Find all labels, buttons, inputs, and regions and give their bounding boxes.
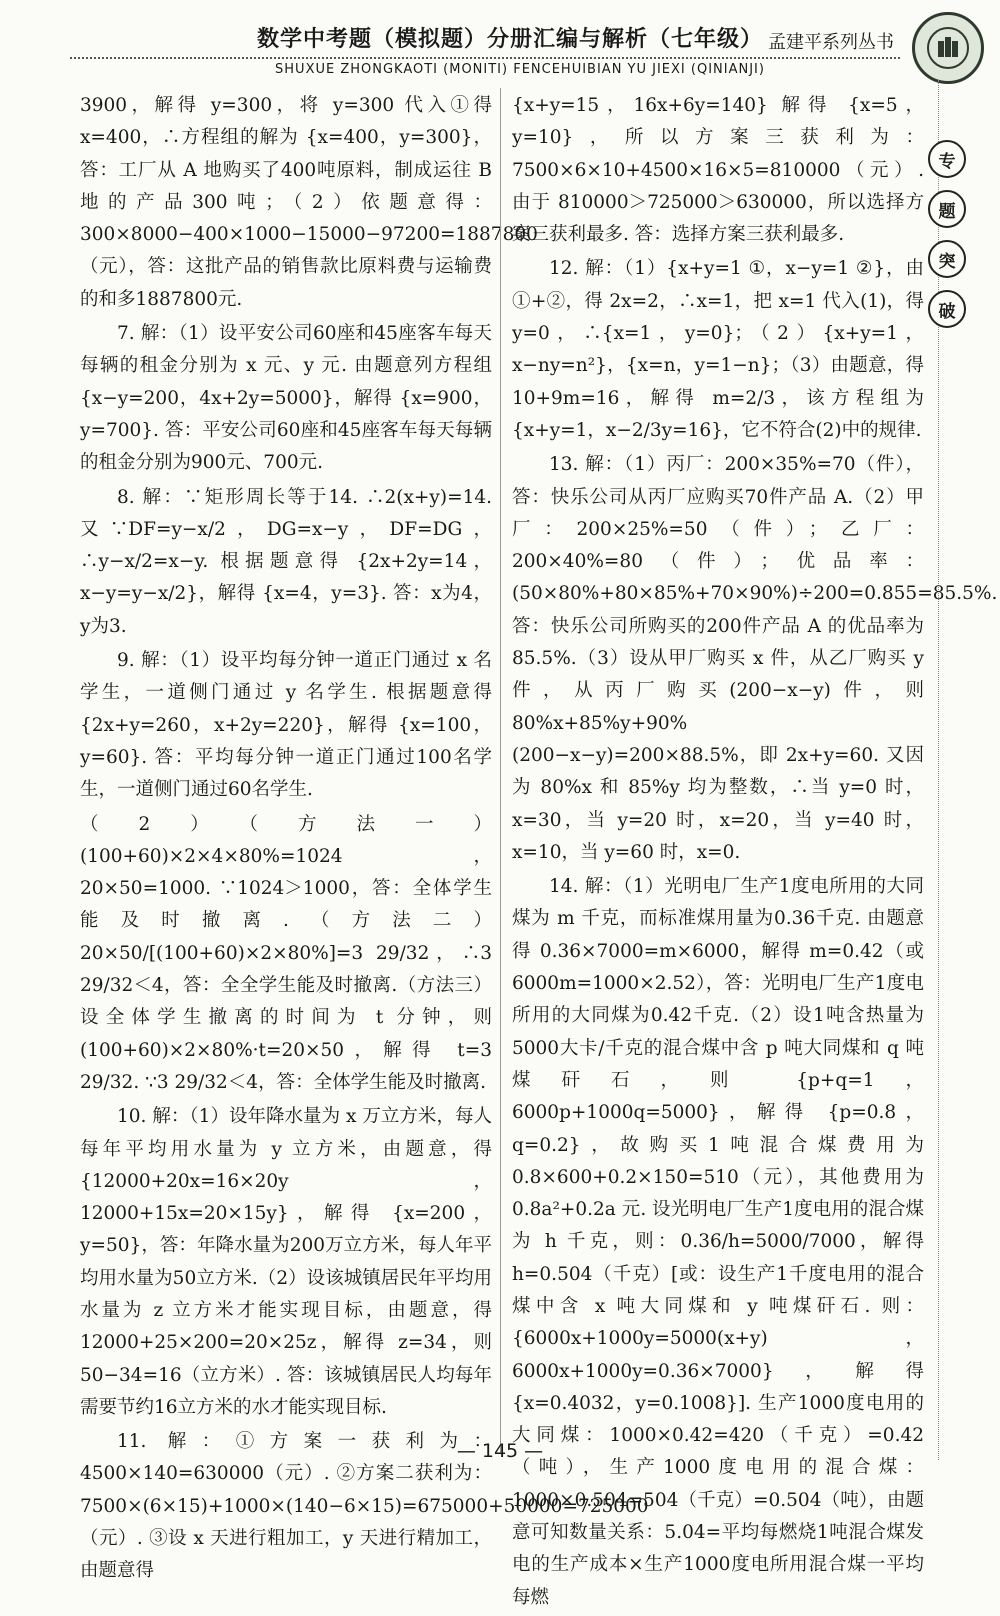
- side-divider: [938, 80, 939, 1460]
- right-column: [512, 90, 998, 1616]
- solution-paragraph: {x+y=15，16x+6y=140} 解得 {x=5，y=10}，所以方案三获利为：7500×6×10+4500×16×5=810000（元）. 由于 810000＞725000＞630000，所以选择方案三获利最多. 答：选择方案三获利最多.: [512, 95, 924, 246]
- side-badge: 突: [928, 240, 966, 278]
- page-number: — 145 —: [456, 1440, 544, 1462]
- series-name: 孟建平系列丛书: [768, 32, 894, 53]
- book-title: 数学中考题（模拟题）分册汇编与解析（七年级）: [256, 27, 763, 52]
- solution-paragraph: 14. 解：（1）光明电厂生产1度电所用的大同煤为 m 千克，而标准煤用量为0.36千克. 由题意得 0.36×7000=m×6000，解得 m=0.42（或 6000m=1000×2.52），答：光明电厂生产1度电所用的大同煤为0.42千克.（2）设1吨含热量为5000大卡/千克的混合煤中含 p 吨大同煤和 q 吨煤矸石，则 {p+q=1，6000p+1000q=5000}，解得 {p=0.8，q=0.2}，故购买1吨混合煤费用为 0.8×600+0.2×150=510（元），其他费用为 0.8a²+0.2a 元. 设光明电厂生产1度电用的混合煤为 h 千克，则：0.36/h=5000/7000，解得 h=0.504（千克）[或：设生产1千度电用的混合煤中含 x 吨大同煤和 y 吨煤矸石. 则：{6000x+1000y=5000(x+y)，6000x+1000y=0.36×7000}，解得 {x=0.4032，y=0.1008}]. 生产1000度电用的大同煤：1000×0.42=420（千克）=0.42（吨），生产1000度电用的混合煤：1000×0.504=504（千克）=0.504（吨），由题意可知数量关系：5.04=平均每燃烧1吨混合煤发电的生产成本×生产1000度电所用混合煤一平均每燃: [512, 876, 924, 1608]
- column-divider: [500, 88, 501, 1453]
- solution-paragraph: 7. 解：（1）设平安公司60座和45座客车每天每辆的租金分别为 x 元、y 元. 由题意列方程组 {x−y=200，4x+2y=5000}，解得 {x=900，y=700}. 答：平安公司60座和45座客车每天每辆的租金分别为900元、700元.: [80, 323, 492, 474]
- book-title-pinyin: SHUXUE ZHONGKAOTI (MONITI) FENCEHUIBIAN YU JIEXI (QINIANJI): [275, 62, 765, 77]
- solution-paragraph: 10. 解：（1）设年降水量为 x 万立方米，每人每年平均用水量为 y 立方米，由题意，得 {12000+20x=16×20y，12000+15x=20×15y}，解得 {x=200，y=50}，答：年降水量为200万立方米，每人年平均用水量为50立方米.（2）设该城镇居民年平均用水量为 z 立方米才能实现目标，由题意，得 12000+25×200=20×25z，解得 z=34，则 50−34=16（立方米）. 答：该城镇居民人均每年需要节约16立方米的水才能实现目标.: [80, 1106, 492, 1418]
- solution-paragraph: 3900，解得 y=300，将 y=300 代入①得 x=400，∴方程组的解为 {x=400，y=300}，答：工厂从 A 地购买了400吨原料，制成运往 B 地的产品300吨；（2）依题意得：300×8000−400×1000−15000−97200=1887800（元），答：这批产品的销售款比原料费与运输费的和多1887800元.: [80, 95, 538, 310]
- series-logo-icon: [912, 12, 984, 84]
- solution-paragraph: 12. 解：（1）{x+y=1 ①，x−y=1 ②}，由①+②，得 2x=2，∴x=1，把 x=1 代入(1)，得 y=0，∴{x=1，y=0}；（2）{x+y=1，x−ny=n²}，{x=n，y=1−n}；（3）由题意，得 10+9m=16，解得 m=2/3，该方程组为 {x+y=1，x−2/3y=16}，它不符合(2)中的规律.: [512, 258, 924, 441]
- header-divider: [70, 57, 900, 59]
- side-badge: 破: [928, 290, 966, 328]
- side-badge: 题: [928, 190, 966, 228]
- solution-paragraph: 9. 解：（1）设平均每分钟一道正门通过 x 名学生，一道侧门通过 y 名学生. 根据题意得 {2x+y=260，x+2y=220}，解得 {x=100，y=60}. 答：平均每分钟一道正门通过100名学生，一道侧门通过60名学生.: [80, 650, 492, 801]
- solution-paragraph: （2）（方法一）(100+60)×2×4×80%=1024，20×50=1000. ∵1024＞1000，答：全体学生能及时撤离.（方法二）20×50/[(100+60)×2×80%]=3 29/32，∴3 29/32＜4，答：全全学生能及时撤离.（方法三）设全体学生撤离的时间为 t 分钟，则(100+60)×2×80%·t=20×50，解得 t=3 29/32. ∵3 29/32＜4，答：全体学生能及时撤离.: [80, 813, 492, 1093]
- solution-paragraph: 11. 解：①方案一获利为：4500×140=630000（元）. ②方案二获利为：7500×(6×15)+1000×(140−6×15)=675000+50000=725000（元）. ③设 x 天进行粗加工，y 天进行精加工，由题意得: [80, 1431, 649, 1582]
- solution-paragraph: 13. 解：（1）丙厂：200×35%=70（件），答：快乐公司从丙厂应购买70件产品 A.（2）甲厂：200×25%=50（件）；乙厂：200×40%=80（件）；优品率：(50×80%+80×85%+70×90%)÷200=0.855=85.5%. 答：快乐公司所购买的200件产品 A 的优品率为85.5%.（3）设从甲厂购买 x 件，从乙厂购买 y 件，从丙厂购买(200−x−y)件，则 80%x+85%y+90%(200−x−y)=200×88.5%，即 2x+y=60. 又因为 80%x 和 85%y 均为整数，∴当 y=0 时，x=30，当 y=20 时，x=20，当 y=40 时，x=10，当 y=60 时，x=0.: [512, 454, 998, 863]
- solution-paragraph: 8. 解：∵矩形周长等于14. ∴2(x+y)=14. 又∵DF=y−x/2，DG=x−y，DF=DG，∴y−x/2=x−y. 根据题意得 {2x+2y=14，x−y=y−x/2}，解得 {x=4，y=3}. 答：x为4，y为3.: [80, 486, 492, 637]
- side-badge: 专: [928, 140, 966, 178]
